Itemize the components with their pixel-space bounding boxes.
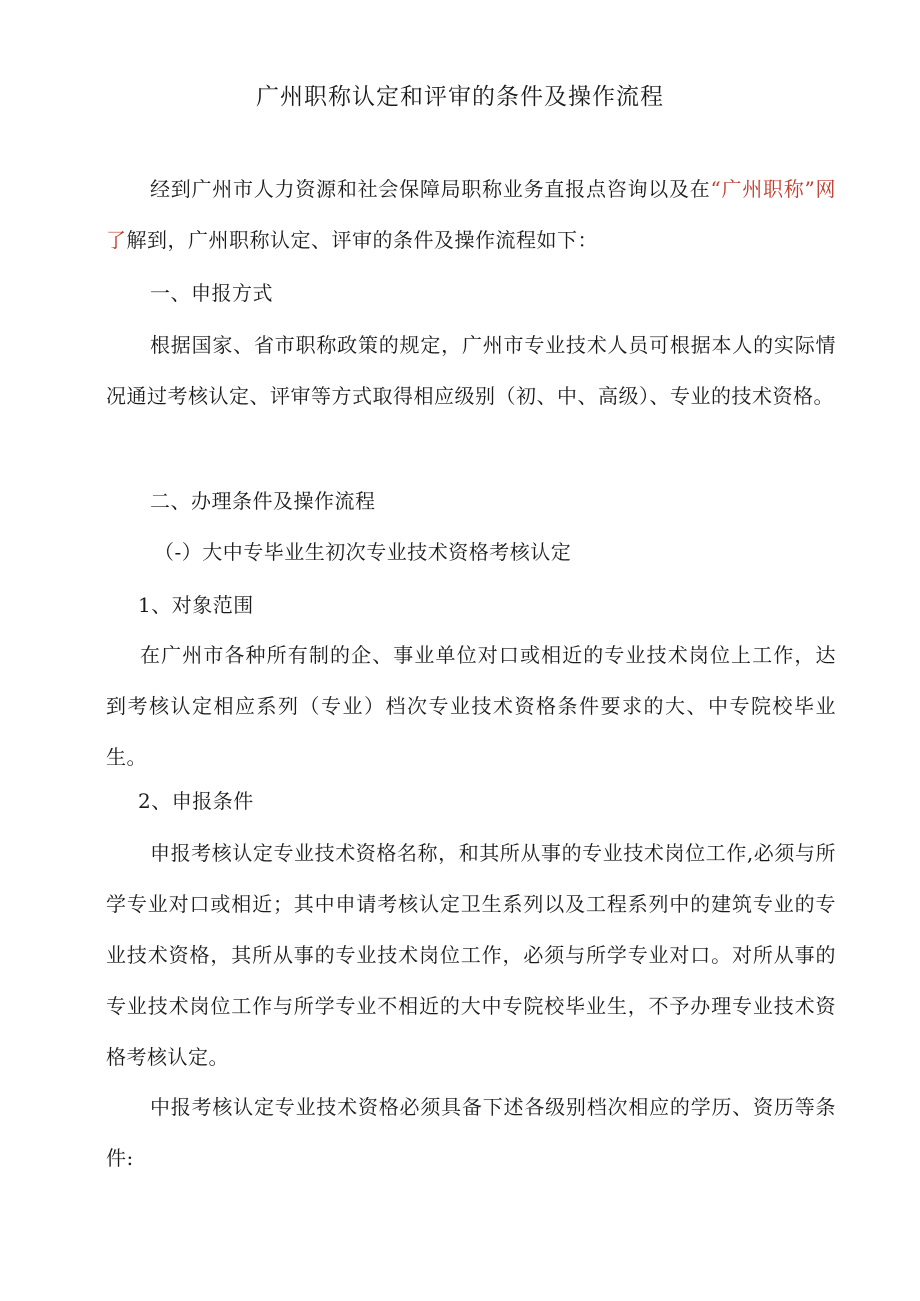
item1-heading: 1、对象范围 (138, 593, 254, 617)
item1-body: 在广州市各种所有制的企、事业单位对口或相近的专业技术岗位上工作，达到考核认定相应系列（专业）档次专业技术资格条件要求的大、中专院校毕业生。 (106, 643, 836, 769)
section2-heading: 二、办理条件及操作流程 (150, 489, 376, 513)
item2-body-2: 中报考核认定专业技术资格必须具备下述各级别档次相应的学历、资历等条件: (106, 1095, 836, 1170)
subsection1-heading: （-）大中专毕业生初次专业技术资格考核认定 (154, 540, 572, 564)
document-title: 广州职称认定和评审的条件及操作流程 (256, 84, 664, 110)
intro-paragraph (106, 164, 836, 266)
intro-text-2: 解到，广州职称认定、评审的条件及操作流程如下： (126, 228, 598, 252)
intro-highlight-link: “广州职称”网了 (106, 177, 837, 252)
item2-heading: 2、申报条件 (138, 789, 254, 813)
section1-body: 根据国家、省市职称政策的规定，广州市专业技术人员可根据本人的实际情况通过考核认定、评审等方式取得相应级别（初、中、高级）、专业的技术资格。 (106, 333, 836, 408)
section1-heading: 一、申报方式 (150, 281, 273, 305)
intro-text-1: 经到广州市人力资源和社会保障局职称业务直报点咨询以及在 (150, 177, 711, 201)
item2-body-1: 申报考核认定专业技术资格名称，和其所从事的专业技术岗位工作,必须与所学专业对口或相近；其中申请考核认定卫生系列以及工程系列中的建筑专业的专业技术资格，其所从事的专业技术岗位工作，必须与所学专业对口。对所从事的专业技术岗位工作与所学专业不相近的大中专院校毕业生，不予办理专业技术资格考核认定。 (106, 841, 836, 1069)
